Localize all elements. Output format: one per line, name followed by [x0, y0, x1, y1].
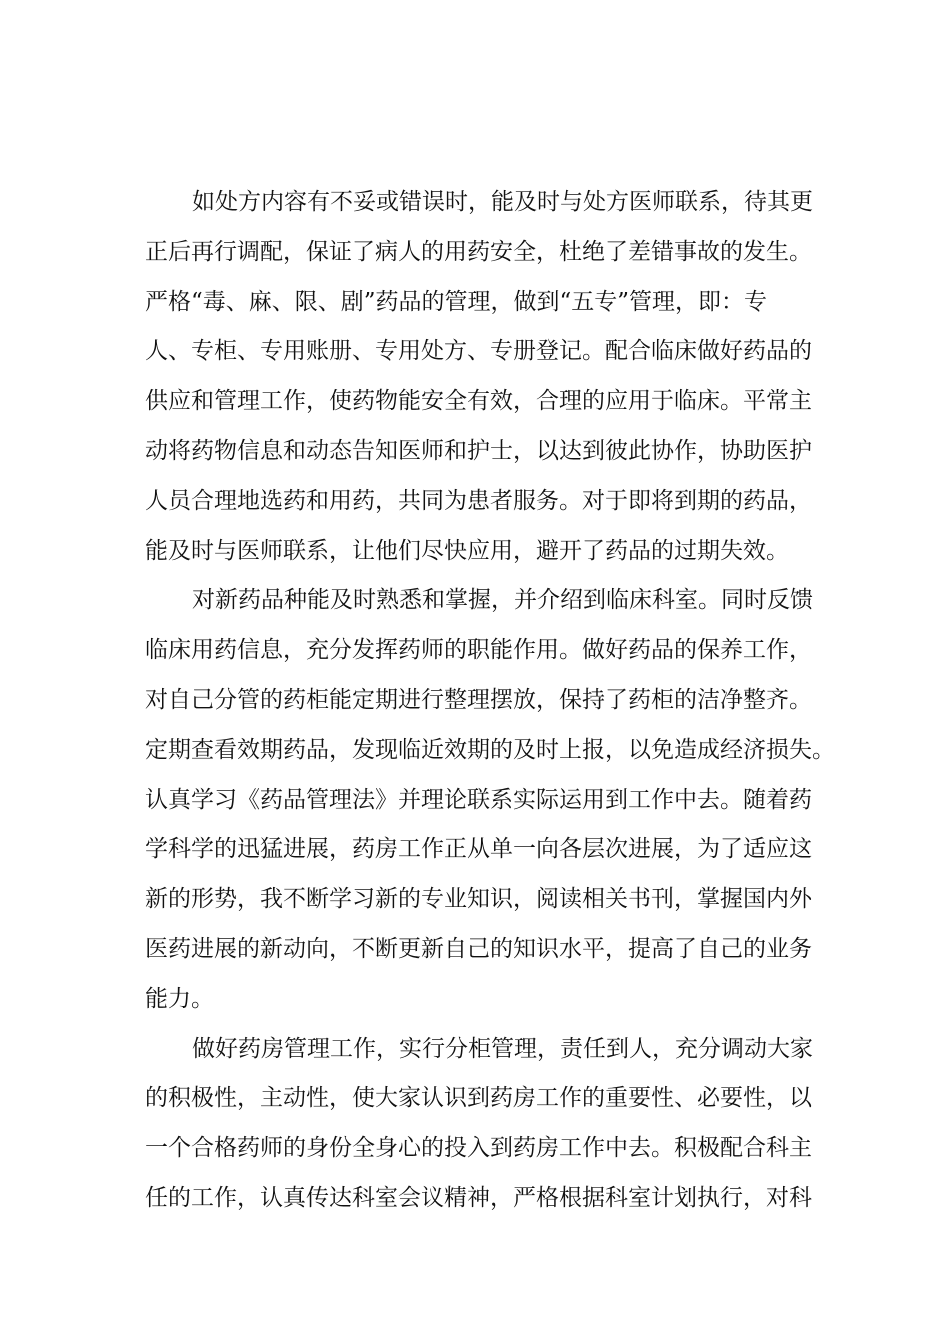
text-line: 能力。	[145, 985, 214, 1012]
text-line: 对新药品种能及时熟悉和掌握，并介绍到临床科室。同时反馈	[192, 587, 813, 614]
text-line: 的积极性，主动性，使大家认识到药房工作的重要性、必要性，以	[145, 1085, 812, 1112]
text-line: 新的形势，我不断学习新的专业知识，阅读相关书刊，掌握国内外	[145, 886, 812, 913]
text-line: 能及时与医师联系，让他们尽快应用，避开了药品的过期失效。	[145, 537, 789, 564]
text-line: 临床用药信息，充分发挥药师的职能作用。做好药品的保养工作，	[145, 637, 812, 664]
text-line: 如处方内容有不妥或错误时，能及时与处方医师联系，待其更	[192, 189, 813, 215]
text-line: 严格“毒、麻、限、剧”药品的管理，做到“五专”管理，即：专	[145, 288, 768, 315]
text-line: 供应和管理工作，使药物能安全有效，合理的应用于临床。平常主	[145, 388, 812, 415]
text-line: 正后再行调配，保证了病人的用药安全，杜绝了差错事故的发生。	[145, 238, 812, 265]
text-line: 医药进展的新动向，不断更新自己的知识水平，提高了自己的业务	[145, 935, 812, 962]
text-line: 人、专柜、专用账册、专用处方、专册登记。配合临床做好药品的	[145, 338, 812, 365]
text-line: 学科学的迅猛进展，药房工作正从单一向各层次进展，为了适应这	[145, 836, 812, 863]
text-line: 任的工作，认真传达科室会议精神，严格根据科室计划执行，对科	[145, 1184, 812, 1211]
text-line: 认真学习《药品管理法》并理论联系实际运用到工作中去。随着药	[145, 786, 812, 813]
text-line: 动将药物信息和动态告知医师和护士，以达到彼此协作，协助医护	[145, 437, 812, 464]
text-line: 人员合理地选药和用药，共同为患者服务。对于即将到期的药品，	[145, 487, 812, 514]
text-line: 对自己分管的药柜能定期进行整理摆放，保持了药柜的洁净整齐。	[145, 686, 812, 713]
body-text	[145, 178, 835, 1224]
text-line: 一个合格药师的身份全身心的投入到药房工作中去。积极配合科主	[145, 1135, 812, 1162]
text-line: 做好药房管理工作，实行分柜管理，责任到人，充分调动大家	[192, 1035, 813, 1062]
text-line: 定期查看效期药品，发现临近效期的及时上报，以免造成经济损失。	[145, 736, 835, 763]
